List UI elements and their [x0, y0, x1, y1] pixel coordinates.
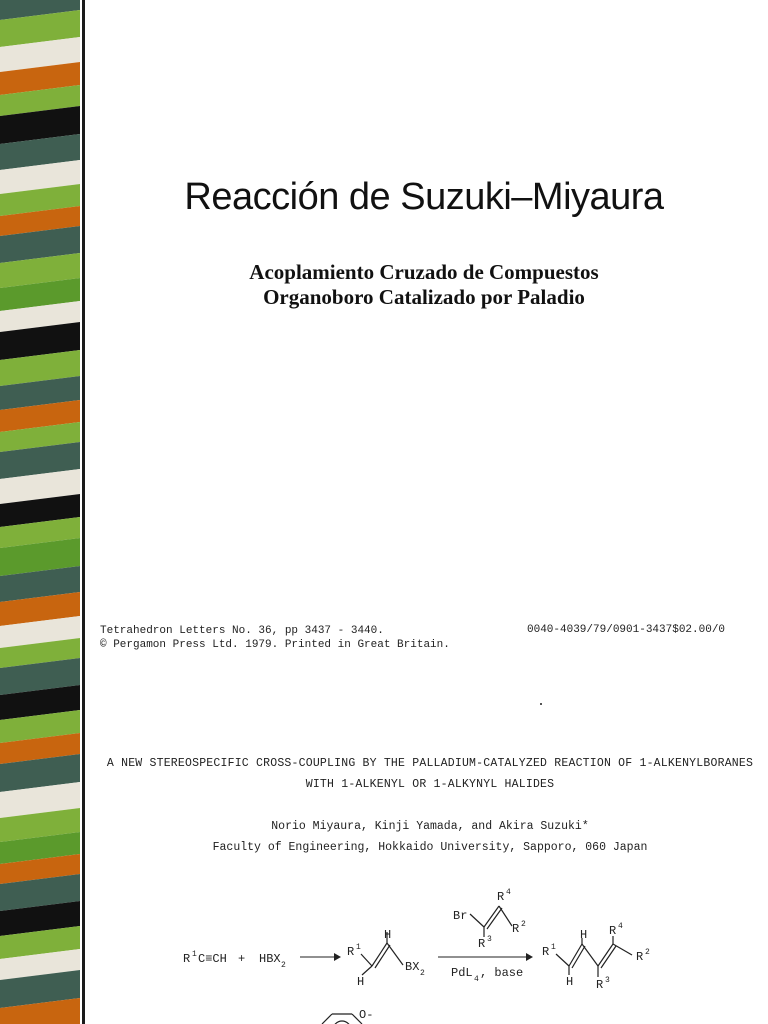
product-r4-sup: 4 — [618, 922, 623, 931]
bromide-r4-sup: 4 — [506, 888, 511, 897]
alkenylborane-bx: BX — [405, 960, 420, 974]
catalyst-subscript: 4 — [474, 975, 479, 984]
bromide-r2: R — [512, 922, 520, 936]
alkenylborane-h-top: H — [384, 928, 392, 942]
slide-title: Reacción de Suzuki–Miyaura — [184, 176, 664, 218]
alkenylborane-h-bottom: H — [357, 975, 365, 989]
borane-subscript: 2 — [281, 961, 286, 970]
borane-reagent: HBX — [259, 952, 281, 966]
base-label: , base — [480, 966, 524, 980]
journal-citation — [100, 624, 450, 652]
product-r4: R — [609, 924, 617, 938]
vertical-divider — [82, 0, 85, 1024]
r1-label: R — [183, 952, 191, 966]
bromide-r3: R — [478, 937, 486, 951]
article-code: 0040-4039/79/0901-3437$02.00/0 — [527, 624, 726, 636]
bottom-ring-fragment — [322, 1014, 362, 1024]
decorative-stripe-band — [0, 0, 80, 1024]
alkenylborane-bonds — [361, 932, 403, 975]
paper-authors: Norio Miyaura, Kinji Yamada, and Akira Suzuki* — [271, 820, 589, 833]
product-r3-sup: 3 — [605, 976, 610, 985]
plus-sign: + — [238, 952, 246, 966]
bottom-fragment-label: O- — [359, 1008, 374, 1022]
bromide-br: Br — [453, 909, 468, 923]
bromide-r4: R — [497, 890, 505, 904]
product-h-2: H — [580, 928, 588, 942]
reaction-arrow-1-head — [334, 953, 341, 961]
alkyne-label: C≡CH — [198, 952, 227, 966]
alkenylborane-bx-sub: 2 — [420, 969, 425, 978]
journal-line-2: © Pergamon Press Ltd. 1979. Printed in Great Britain. — [100, 639, 450, 651]
alkenylborane-r1-sup: 1 — [356, 943, 361, 952]
slide-subtitle — [100, 260, 748, 310]
paper-title — [100, 753, 760, 795]
subtitle-line-1: Acoplamiento Cruzado de Compuestos — [249, 260, 599, 284]
bromide-r3-sup: 3 — [487, 935, 492, 944]
speck — [540, 703, 542, 705]
paper-affiliation: Faculty of Engineering, Hokkaido University, Sapporo, 060 Japan — [212, 841, 648, 854]
bromide-bonds — [470, 906, 512, 937]
r1-superscript: 1 — [192, 950, 197, 959]
paper-title-line-1: A NEW STEREOSPECIFIC CROSS-COUPLING BY THE PALLADIUM-CATALYZED REACTION OF 1-ALKENYLBORANES — [106, 757, 754, 770]
bromide-r2-sup: 2 — [521, 920, 526, 929]
reaction-arrow-2-head — [526, 953, 533, 961]
product-r2-sup: 2 — [645, 948, 650, 957]
journal-line-1: Tetrahedron Letters No. 36, pp 3437 - 3440. — [100, 625, 384, 637]
product-r2: R — [636, 950, 644, 964]
product-bonds — [556, 936, 632, 977]
product-h-1: H — [566, 975, 574, 989]
paper-title-line-2: WITH 1-ALKENYL OR 1-ALKYNYL HALIDES — [305, 778, 555, 791]
product-r1-sup: 1 — [551, 943, 556, 952]
product-r1: R — [542, 945, 550, 959]
paper-authors-block — [100, 816, 760, 858]
catalyst-label: PdL — [451, 966, 473, 980]
alkenylborane-r1: R — [347, 945, 355, 959]
reaction-scheme — [95, 880, 765, 1024]
subtitle-line-2: Organoboro Catalizado por Paladio — [263, 285, 585, 309]
product-r3: R — [596, 978, 604, 992]
